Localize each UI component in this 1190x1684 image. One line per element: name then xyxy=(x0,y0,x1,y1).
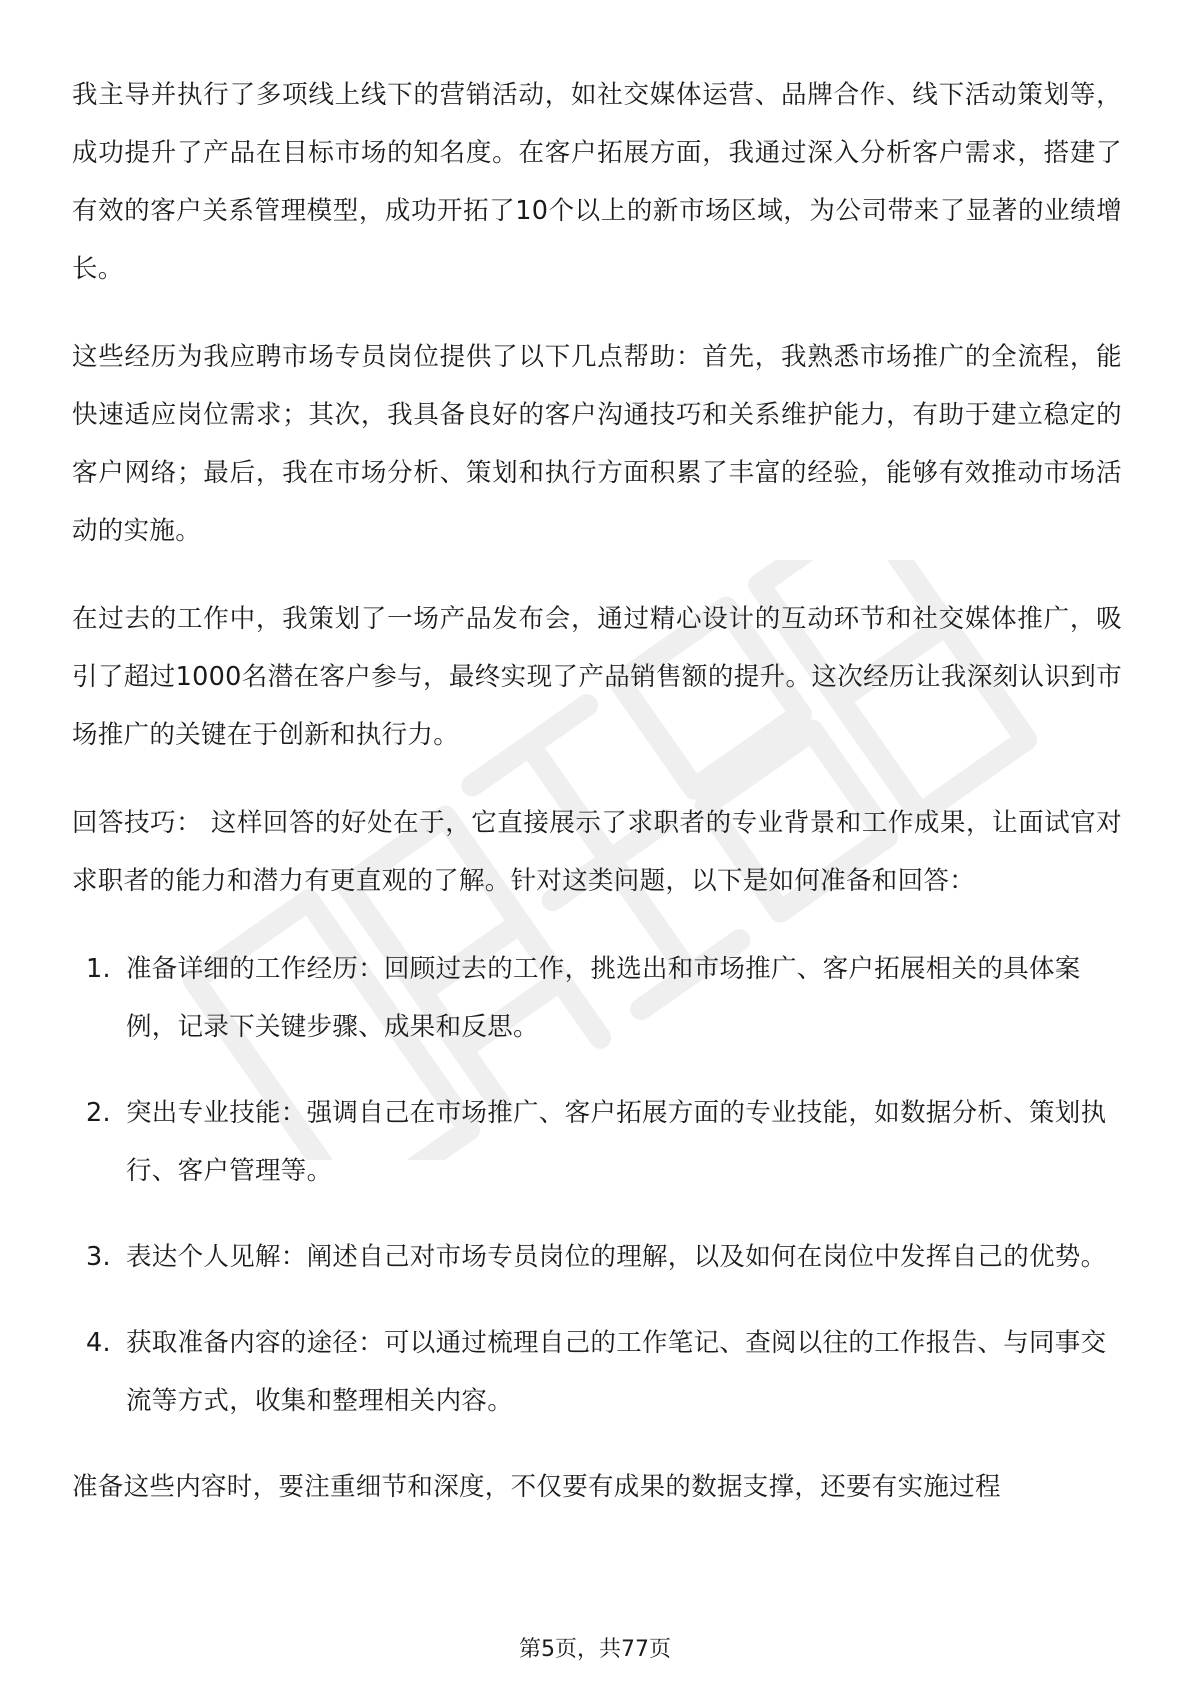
list-item-text: 准备详细的工作经历：回顾过去的工作，挑选出和市场推广、客户拓展相关的具体案例，记录下关键步骤、成果和反思。 xyxy=(126,954,1081,1042)
list-item-number: 2. xyxy=(86,1098,111,1128)
page-content xyxy=(72,66,1122,1546)
paragraph-closing: 准备这些内容时，要注重细节和深度，不仅要有成果的数据支撑，还要有实施过程 xyxy=(72,1472,1001,1502)
tips-list xyxy=(72,940,1122,1430)
list-item xyxy=(72,1314,1122,1430)
paragraph-experience: 我主导并执行了多项线上线下的营销活动，如社交媒体运营、品牌合作、线下活动策划等，成功提升了产品在目标市场的知名度。在客户拓展方面，我通过深入分析客户需求，搭建了有效的客户关系管理模型，成功开拓了10个以上的新市场区域，为公司带来了显著的业绩增长。 xyxy=(72,80,1122,284)
list-item-number: 4. xyxy=(86,1328,111,1358)
list-item xyxy=(72,1084,1122,1200)
list-item-text: 突出专业技能：强调自己在市场推广、客户拓展方面的专业技能，如数据分析、策划执行、客户管理等。 xyxy=(126,1098,1107,1186)
list-item-text: 表达个人见解：阐述自己对市场专员岗位的理解，以及如何在岗位中发挥自己的优势。 xyxy=(126,1242,1107,1272)
list-item-number: 1. xyxy=(86,954,111,984)
list-item-text: 获取准备内容的途径：可以通过梳理自己的工作笔记、查阅以往的工作报告、与同事交流等方式，收集和整理相关内容。 xyxy=(126,1328,1107,1416)
page-number-footer: 第5页，共77页 xyxy=(519,1637,671,1662)
paragraph-example: 在过去的工作中，我策划了一场产品发布会，通过精心设计的互动环节和社交媒体推广，吸引了超过1000名潜在客户参与，最终实现了产品销售额的提升。这次经历让我深刻认识到市场推广的关键在于创新和执行力。 xyxy=(72,604,1122,750)
paragraph-answer-tips: 回答技巧： 这样回答的好处在于，它直接展示了求职者的专业背景和工作成果，让面试官对求职者的能力和潜力有更直观的了解。针对这类问题，以下是如何准备和回答： xyxy=(72,808,1122,896)
list-item-number: 3. xyxy=(86,1242,111,1272)
list-item xyxy=(72,940,1122,1056)
list-item xyxy=(72,1228,1122,1286)
paragraph-benefits: 这些经历为我应聘市场专员岗位提供了以下几点帮助：首先，我熟悉市场推广的全流程，能快速适应岗位需求；其次，我具备良好的客户沟通技巧和关系维护能力，有助于建立稳定的客户网络；最后，我在市场分析、策划和执行方面积累了丰富的经验，能够有效推动市场活动的实施。 xyxy=(72,342,1122,546)
